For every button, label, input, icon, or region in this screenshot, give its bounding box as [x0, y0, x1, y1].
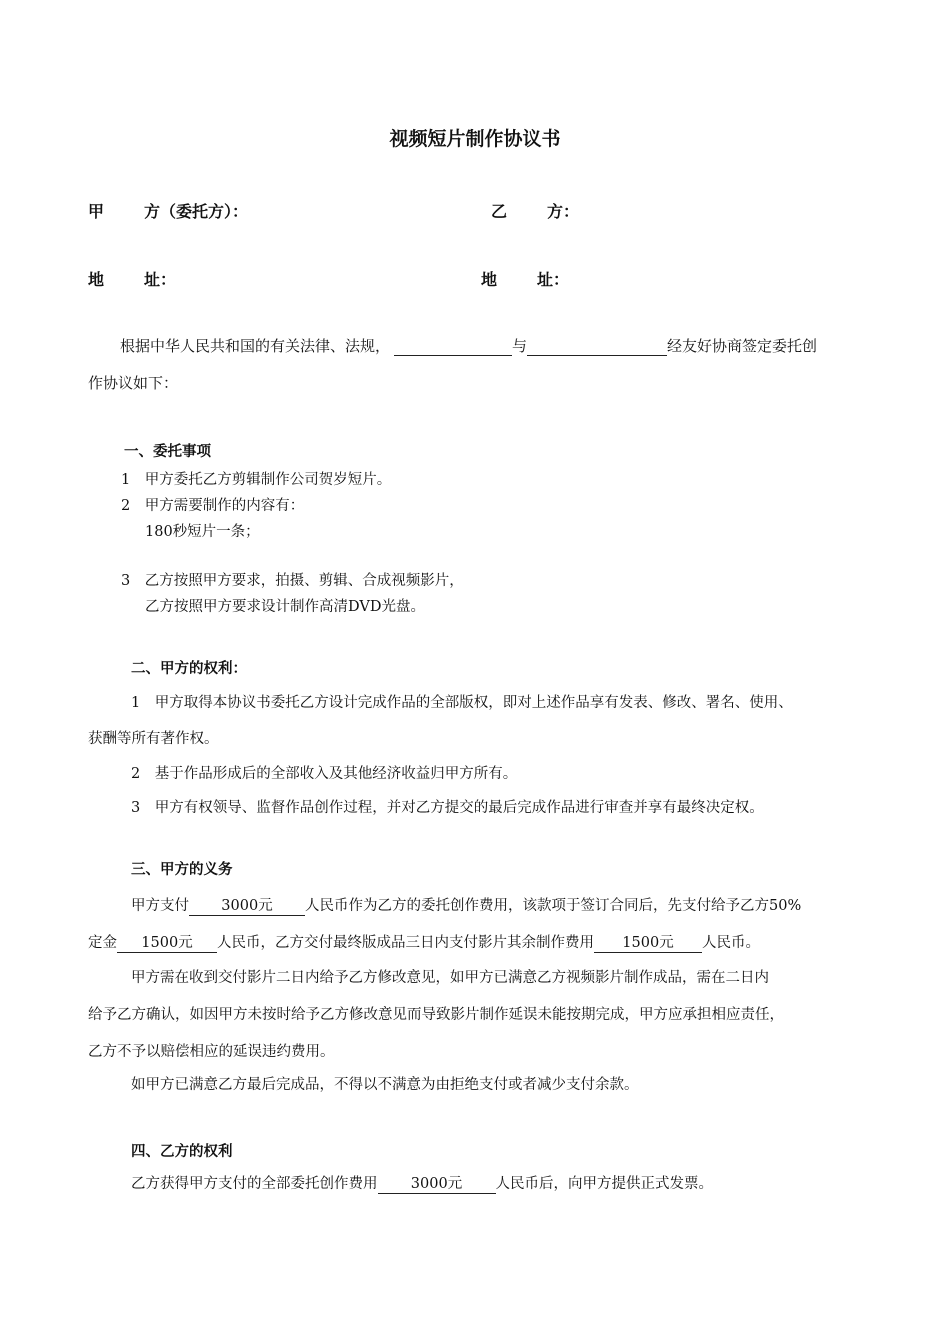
section-3-para-1-line-1 — [131, 894, 801, 916]
preamble-line-2: 作协议如下： — [88, 374, 179, 392]
section-2-item-1-line-1: 1 甲方取得本协议书委托乙方设计完成作品的全部版权，即对上述作品享有发表、修改、署名、使用、 — [131, 695, 793, 711]
section-1-item-2-sub: 180秒短片一条； — [145, 524, 260, 540]
party-b-label-2: 方： — [547, 202, 580, 221]
deposit-amount: 1500元 — [117, 936, 217, 953]
section-1-item-1: 1 甲方委托乙方剪辑制作公司贺岁短片。 — [121, 472, 392, 488]
document-title: 视频短片制作协议书 — [389, 128, 561, 150]
section-2-heading: 二、甲方的权利： — [131, 661, 247, 677]
payment-text-2: 人民币作为乙方的委托创作费用，该款项于签订合同后，先支付给予乙方50% — [305, 898, 802, 914]
preamble-text: 根据中华人民共和国的有关法律、法规， — [120, 337, 391, 355]
invoice-amount: 3000元 — [378, 1177, 496, 1194]
section-3-para-3: 如甲方已满意乙方最后完成品，不得以不满意为由拒绝支付或者减少支付余款。 — [131, 1077, 639, 1093]
section-2-item-2: 2 基于作品形成后的全部收入及其他经济收益归甲方所有。 — [131, 766, 518, 782]
invoice-text-2: 人民币后，向甲方提供正式发票。 — [495, 1176, 713, 1192]
section-1-item-2: 2 甲方需要制作的内容有： — [121, 498, 305, 514]
deposit-label: 定金 — [88, 935, 117, 951]
section-3-para-2-line-3: 乙方不予以赔偿相应的延误违约费用。 — [88, 1044, 335, 1060]
invoice-text: 乙方获得甲方支付的全部委托创作费用 — [131, 1176, 378, 1192]
preamble-line-1 — [120, 335, 817, 356]
section-3-para-2-line-2: 给予乙方确认，如因甲方未按时给予乙方修改意见而导致影片制作延误未能按期完成，甲方应承担相应责任， — [88, 1007, 784, 1023]
address-a-label-1: 地 — [88, 270, 105, 289]
section-3-para-1-line-2 — [88, 931, 760, 953]
preamble-text-end: 经友好协商签定委托创 — [667, 337, 818, 355]
party-a-label-1: 甲 — [88, 202, 105, 221]
party-b-label-1: 乙 — [491, 202, 508, 221]
section-4-heading: 四、乙方的权利 — [131, 1144, 233, 1160]
remaining-amount: 1500元 — [594, 936, 702, 953]
section-1-item-3-sub: 乙方按照甲方要求设计制作高清DVD光盘。 — [145, 599, 425, 615]
section-3-para-2-line-1: 甲方需在收到交付影片二日内给予乙方修改意见，如甲方已满意乙方视频影片制作成品，需在二日内 — [131, 970, 769, 986]
section-1-heading: 一、委托事项 — [124, 444, 211, 460]
party-a-blank — [394, 338, 512, 356]
payment-text: 甲方支付 — [131, 898, 189, 914]
address-b-label-1: 地 — [481, 270, 498, 289]
payment-text-3: 人民币，乙方交付最终版成品三日内支付影片其余制作费用 — [217, 935, 594, 951]
section-2-item-1-line-2: 获酬等所有著作权。 — [88, 731, 219, 747]
party-b-blank — [527, 338, 667, 356]
preamble-and: 与 — [512, 337, 528, 355]
address-a-label-2: 址： — [144, 270, 177, 289]
total-amount: 3000元 — [189, 899, 305, 916]
payment-text-4: 人民币。 — [702, 935, 760, 951]
section-2-item-3: 3 甲方有权领导、监督作品创作过程，并对乙方提交的最后完成作品进行审查并享有最终决定权。 — [131, 800, 764, 816]
party-a-label-2: 方（委托方）： — [144, 202, 249, 221]
section-3-heading: 三、甲方的义务 — [131, 862, 233, 878]
section-4-para-1 — [131, 1172, 713, 1194]
address-b-label-2: 址： — [537, 270, 570, 289]
section-1-item-3: 3 乙方按照甲方要求，拍摄、剪辑、合成视频影片， — [121, 573, 464, 589]
